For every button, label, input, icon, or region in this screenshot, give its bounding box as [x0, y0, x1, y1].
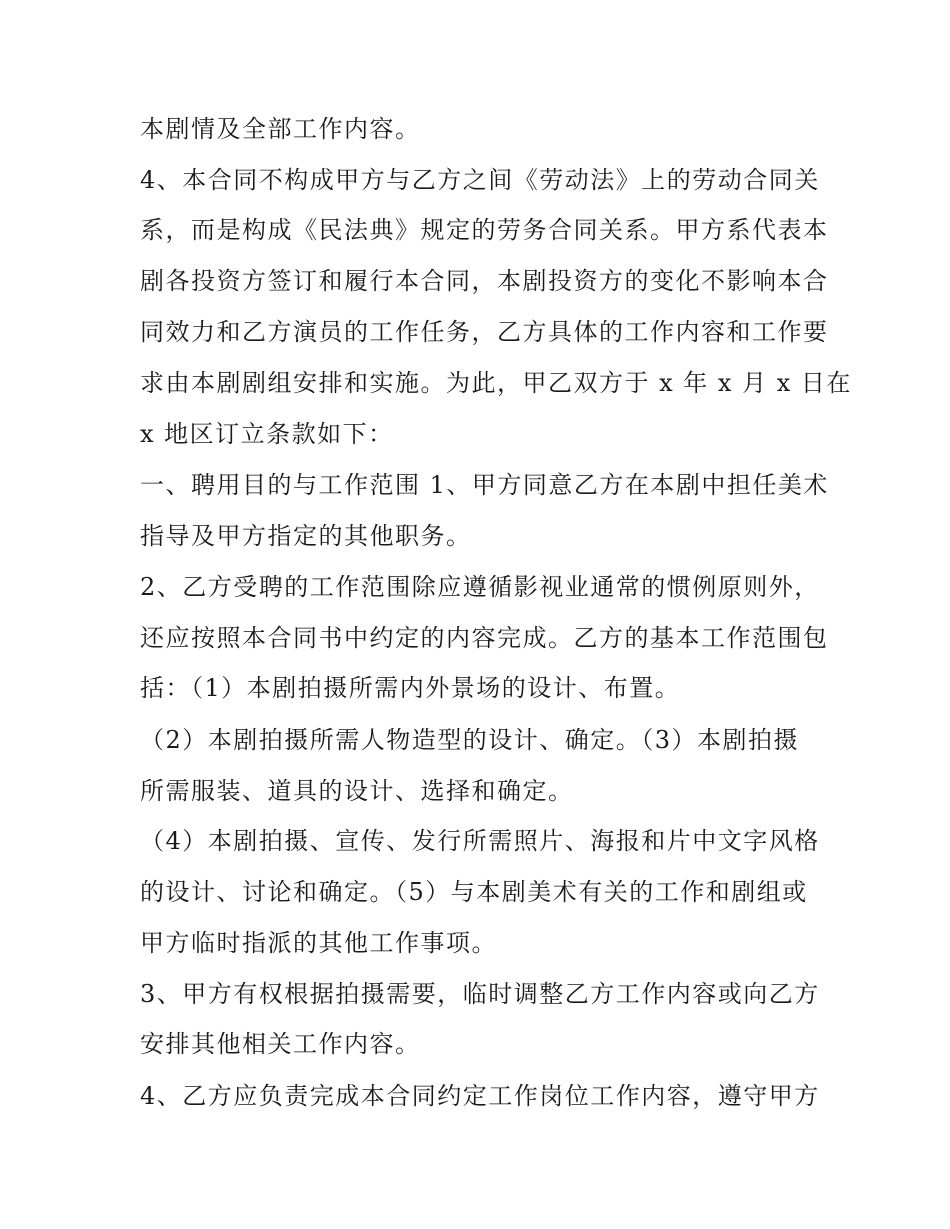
text-line-13: （2）本剧拍摄所需人物造型的设计、确定。（3）本剧拍摄 — [140, 726, 800, 754]
text-line-12: 括：（1）本剧拍摄所需内外景场的设计、布置。 — [140, 674, 681, 702]
text-line-6: 求由本剧剧组安排和实施。为此，甲乙双方于 x 年 x 月 x 日在 — [140, 369, 852, 397]
text-line-4: 剧各投资方签订和履行本合同，本剧投资方的变化不影响本合 — [140, 267, 829, 295]
text-line-20: 4、乙方应负责完成本合同约定工作岗位工作内容，遵守甲方 — [140, 1082, 820, 1110]
text-line-2: 4、本合同不构成甲方与乙方之间《劳动法》上的劳动合同关 — [140, 166, 820, 194]
text-line-19: 安排其他相关工作内容。 — [140, 1030, 421, 1058]
text-line-8: 一、聘用目的与工作范围 1、甲方同意乙方在本剧中担任美术 — [140, 471, 829, 499]
text-line-7: x 地区订立条款如下： — [140, 420, 394, 448]
text-line-14: 所需服装、道具的设计、选择和确定。 — [140, 777, 574, 805]
text-line-17: 甲方临时指派的其他工作事项。 — [140, 929, 497, 957]
text-line-10: 2、乙方受聘的工作范围除应遵循影视业通常的惯例原则外， — [140, 573, 820, 601]
text-line-11: 还应按照本合同书中约定的内容完成。乙方的基本工作范围包 — [140, 624, 829, 652]
text-line-9: 指导及甲方指定的其他职务。 — [140, 522, 472, 550]
text-line-16: 的设计、讨论和确定。（5）与本剧美术有关的工作和剧组或 — [140, 878, 808, 906]
text-line-15: （4）本剧拍摄、宣传、发行所需照片、海报和片中文字风格 — [140, 827, 820, 855]
text-line-18: 3、甲方有权根据拍摄需要，临时调整乙方工作内容或向乙方 — [140, 980, 820, 1008]
text-line-3: 系，而是构成《民法典》规定的劳务合同关系。甲方系代表本 — [140, 216, 829, 244]
text-line-1: 本剧情及全部工作内容。 — [140, 115, 421, 143]
text-line-5: 同效力和乙方演员的工作任务，乙方具体的工作内容和工作要 — [140, 318, 829, 346]
